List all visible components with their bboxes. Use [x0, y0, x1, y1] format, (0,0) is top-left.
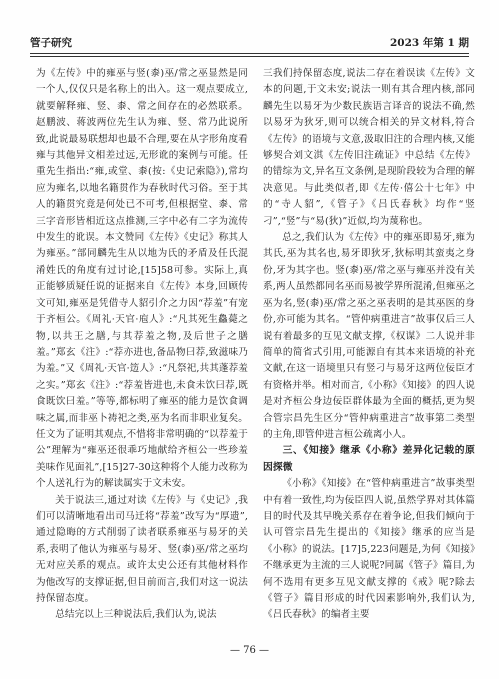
paragraph: 关于说法三,通过对读《左传》与《史记》,我们可以清晰地看出司马迁将“荐羞”改写为“厚遗”,通过隐晦的方式削弱了读者联系雍巫与易牙的关系,表明了他认为雍巫与易牙、竖(桼)巫/常之巫均无对应关系的观点。或许太史公还有其他材料作为他改写的支撑证据,但目前而言,我们对这一说法持保留态度。: [36, 494, 248, 604]
paragraph: 《小称》《知接》在“管仲病重进言”故事类型中有着一致性,均为佞臣四人说,虽然学界对其体篇目的时代及其早晚关系存在着争论,但我们倾向于认可管宗昌先生提出的《知接》继承的应当是《小称》的说法。[17]5,223问题是,为何《知接》不继承更为主流的三人说呢?同属《管子》篇目,为何不选用有更多互见文献支撑的《戒》呢?除去《管子》篇目形成的时代因素影响外,我们认为,《吕氏春秋》的编者主要: [263, 478, 475, 621]
paragraph: 总结完以上三种说法后,我们认为,说法: [55, 609, 217, 621]
paragraph: 三我们持保留态度,说法二存在着误读《左传》文本的问题,于文未安;说法一则有其合理内核,部同麟先生以易牙为少数民族语言译音的说法不确,然以易牙为狄牙,则可以统合相关的异文材料,符合《左传》的语境与文意,汲取旧注的合理内核,又能够契合刘文淇《左传旧注疏证》中总结《左传》的错综为文,异名互文条例,是现阶段较为合理的解决意见。与此类似者,即《左传·僖公十七年》中的“寺人貂”,《管子》《吕氏春秋》均作“竖刁”,“竖”与“易(狄)”近似,均为蔑称也。: [263, 68, 475, 227]
page-number: — 76 —: [229, 645, 270, 656]
left-column: [36, 66, 248, 624]
section-heading: 三、《知接》继承《小称》差异化记载的原因探微: [263, 445, 475, 473]
paragraph: 总之,我们认为《左传》中的雍巫即易牙,雍为其氏,巫为其名也,易牙即狄牙,狄标明其蛮夷之身份,牙为其字也。竖(桼)巫/常之巫与雍巫并没有关系,两人虽然都同名巫而易被学界所混淆,但雍巫之巫为名,竖(桼)巫/常之巫之巫表明的是其巫医的身份,亦可能为其名。“管仲病重进言”故事仅后三人说有着最多的互见文献支撑,《权谋》二人说并非简单的简省式引用,可能源自有其本来语境的补充文献,在这一语境里只有竖刁与易牙这两位佞臣才有资格并举。相对而言,《小称》《知接》的四人说是对齐桓公身边佞臣群体最为全面的概括,更为契合管宗昌先生区分“管仲病重进言”故事第二类型的主角,即管仲进言桓公疏离小人。: [263, 232, 475, 440]
header-rule-thick: [30, 53, 469, 54]
right-column: [263, 66, 475, 624]
issue-label: 2023 年第 1 期: [390, 37, 469, 49]
running-header: [30, 34, 469, 50]
header-rule-thin: [30, 56, 469, 57]
paragraph: 为《左传》中的雍巫与竖(桼)巫/常之巫显然是同一个人,仅仅只是名称上的出入。这一观点要成立,就要解释雍、竖、桼、常之间存在的必然联系。赵鹏波、蒋波两位先生认为雍、竖、常乃此说所致,此说最易联想却也最不合理,要在从字形角度看雍与其他异文相差过远,无形讹的案例与可能。任重先生指出:“雍,或堂、桼(按:《史记索隐》),常均应为雍名,以地名籍贯作为春秋时代习俗。至于其人的籍贯究竟是何处已不可考,但根据堂、桼、常三字音形皆相近这点推测,三字中必有二字为流传中发生的讹误。本文赞同《左传》《史记》称其人为雍巫。”部同麟先生从以地为氏的矛盾及任氏混淆姓氏的角度有过讨论,[15]58可参。实际上,真正能够质疑任说的证据来自《左传》本身,回顾传文可知,雍巫是凭借寺人貂引介之力因“荐羞”有宠于齐桓公。《周礼·天官·庖人》:“凡其死生鱻薨之物,以共王之膳,与其荐羞之物,及后世子之膳羞。”郑玄《注》:“荐亦进也,备品物曰荐,致滋味乃为羞。”又《周礼·天官·笾人》:“凡祭祀,共其蓬荐羞之实。”郑玄《注》:“荐羞皆进也,未食未饮曰荐,既食既饮曰羞。”等等,都标明了雍巫的能力是饮食调味之属,而非巫卜祷祀之类,巫为名而非职业复矣。任文为了证明其观点,不惜将非常明确的“以荐羞于公”理解为“雍巫还很乖巧地献给齐桓公一些珍羞美味作见面礼”,[15]27-30这种将个人能力改称为个人送礼行为的解读属实于文未安。: [36, 68, 248, 490]
journal-title: 管子研究: [30, 37, 72, 49]
